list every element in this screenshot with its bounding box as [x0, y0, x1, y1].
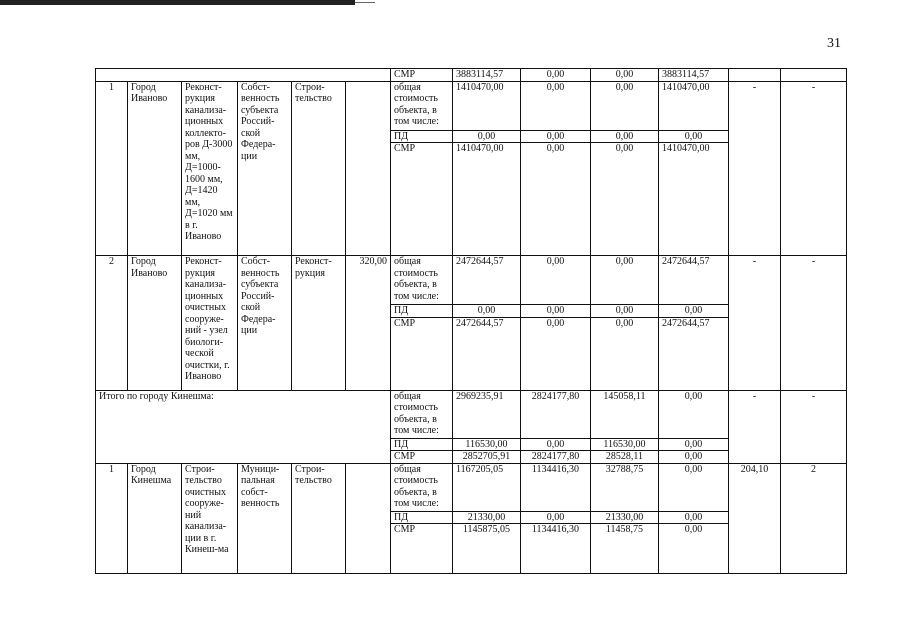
value-cell: 2824177,80	[521, 451, 591, 464]
value-cell: -	[729, 390, 781, 463]
value-cell: 2824177,80	[521, 390, 591, 438]
line-label: СМР	[391, 69, 453, 82]
value-cell: -	[729, 81, 781, 256]
value-cell: 0,00	[659, 305, 729, 318]
value-cell: 0,00	[521, 256, 591, 305]
value-cell: 0,00	[591, 256, 659, 305]
value-cell: 0,00	[591, 305, 659, 318]
empty-cell	[781, 69, 847, 82]
line-label: ПД	[391, 130, 453, 143]
owner-cell: Муници-пальная собст-венность	[238, 463, 292, 574]
capacity-cell	[346, 81, 391, 256]
value-cell: 116530,00	[453, 438, 521, 451]
value-cell: 1167205,05	[453, 463, 521, 511]
value-cell: -	[781, 81, 847, 256]
city-cell: Город Иваново	[128, 256, 182, 391]
value-cell: 2969235,91	[453, 390, 521, 438]
object-cell: Реконст-рукция канализа-ционных коллекто-ров Д-3000 мм, Д=1000-1600 мм, Д=1420 мм, Д=1020 мм в г. Иваново	[182, 81, 238, 256]
value-cell: 2472644,57	[453, 317, 521, 390]
empty-cell	[96, 69, 391, 82]
value-cell: 2472644,57	[659, 256, 729, 305]
line-label: СМР	[391, 451, 453, 464]
capacity-cell: 320,00	[346, 256, 391, 391]
line-label: общая стоимость объекта, в том числе:	[391, 390, 453, 438]
city-cell: Город Кинешма	[128, 463, 182, 574]
value-cell: 0,00	[521, 511, 591, 524]
value-cell: 3883114,57	[453, 69, 521, 82]
value-cell: 1134416,30	[521, 463, 591, 511]
empty-cell	[729, 69, 781, 82]
value-cell: 1410470,00	[659, 143, 729, 256]
object-cell: Реконст-рукция канализа-ционных очистных сооруже-ний - узел биологи-ческой очистки, г. Иваново	[182, 256, 238, 391]
object-cell: Строи-тельство очистных сооруже-ний канализа-ции в г. Кинеш-ма	[182, 463, 238, 574]
value-cell: 0,00	[591, 69, 659, 82]
value-cell: 3883114,57	[659, 69, 729, 82]
value-cell: 11458,75	[591, 524, 659, 574]
value-cell: 32788,75	[591, 463, 659, 511]
value-cell: 1410470,00	[453, 143, 521, 256]
work-type-cell: Реконст-рукция	[292, 256, 346, 391]
line-label: ПД	[391, 438, 453, 451]
value-cell: 2472644,57	[453, 256, 521, 305]
value-cell: 28528,11	[591, 451, 659, 464]
value-cell: 21330,00	[591, 511, 659, 524]
value-cell: 0,00	[659, 451, 729, 464]
value-cell: 0,00	[591, 81, 659, 130]
work-type-cell: Строи-тельство	[292, 81, 346, 256]
work-type-cell: Строи-тельство	[292, 463, 346, 574]
line-label: СМР	[391, 317, 453, 390]
value-cell: 0,00	[659, 463, 729, 511]
table-row	[96, 69, 847, 82]
row-number: 1	[96, 463, 128, 574]
subtotal-label: Итого по городу Кинешма:	[96, 390, 391, 463]
table-row	[96, 463, 847, 511]
table-row	[96, 390, 847, 438]
value-cell: 0,00	[521, 438, 591, 451]
scan-artifact-line	[355, 2, 375, 3]
value-cell: 0,00	[521, 81, 591, 130]
value-cell: 0,00	[453, 130, 521, 143]
line-label: общая стоимость объекта, в том числе:	[391, 256, 453, 305]
owner-cell: Собст-венность субъекта Россий-ской Федера-ции	[238, 256, 292, 391]
line-label: ПД	[391, 305, 453, 318]
value-cell: 0,00	[591, 317, 659, 390]
row-number: 2	[96, 256, 128, 391]
value-cell: 204,10	[729, 463, 781, 574]
value-cell: 0,00	[591, 143, 659, 256]
value-cell: 1134416,30	[521, 524, 591, 574]
investment-objects-table	[95, 68, 847, 574]
value-cell: -	[781, 256, 847, 391]
scan-artifact-bar	[0, 0, 355, 5]
value-cell: 1145875,05	[453, 524, 521, 574]
value-cell: 1410470,00	[453, 81, 521, 130]
value-cell: 0,00	[659, 390, 729, 438]
value-cell: -	[781, 390, 847, 463]
value-cell: 0,00	[659, 438, 729, 451]
line-label: СМР	[391, 143, 453, 256]
value-cell: 21330,00	[453, 511, 521, 524]
value-cell: 0,00	[591, 130, 659, 143]
value-cell: 0,00	[659, 511, 729, 524]
value-cell: 2852705,91	[453, 451, 521, 464]
capacity-cell	[346, 463, 391, 574]
value-cell: 2	[781, 463, 847, 574]
value-cell: 145058,11	[591, 390, 659, 438]
table-row	[96, 256, 847, 305]
line-label: СМР	[391, 524, 453, 574]
value-cell: 0,00	[521, 317, 591, 390]
owner-cell: Собст-венность субъекта Россий-ской Федера-ции	[238, 81, 292, 256]
value-cell: -	[729, 256, 781, 391]
value-cell: 0,00	[521, 130, 591, 143]
city-cell: Город Иваново	[128, 81, 182, 256]
value-cell: 0,00	[659, 130, 729, 143]
table-row	[96, 81, 847, 130]
value-cell: 0,00	[521, 143, 591, 256]
value-cell: 116530,00	[591, 438, 659, 451]
value-cell: 0,00	[521, 305, 591, 318]
page-number: 31	[827, 36, 841, 51]
line-label: общая стоимость объекта, в том числе:	[391, 81, 453, 130]
row-number: 1	[96, 81, 128, 256]
value-cell: 0,00	[521, 69, 591, 82]
line-label: ПД	[391, 511, 453, 524]
value-cell: 0,00	[659, 524, 729, 574]
value-cell: 0,00	[453, 305, 521, 318]
value-cell: 2472644,57	[659, 317, 729, 390]
value-cell: 1410470,00	[659, 81, 729, 130]
line-label: общая стоимость объекта, в том числе:	[391, 463, 453, 511]
